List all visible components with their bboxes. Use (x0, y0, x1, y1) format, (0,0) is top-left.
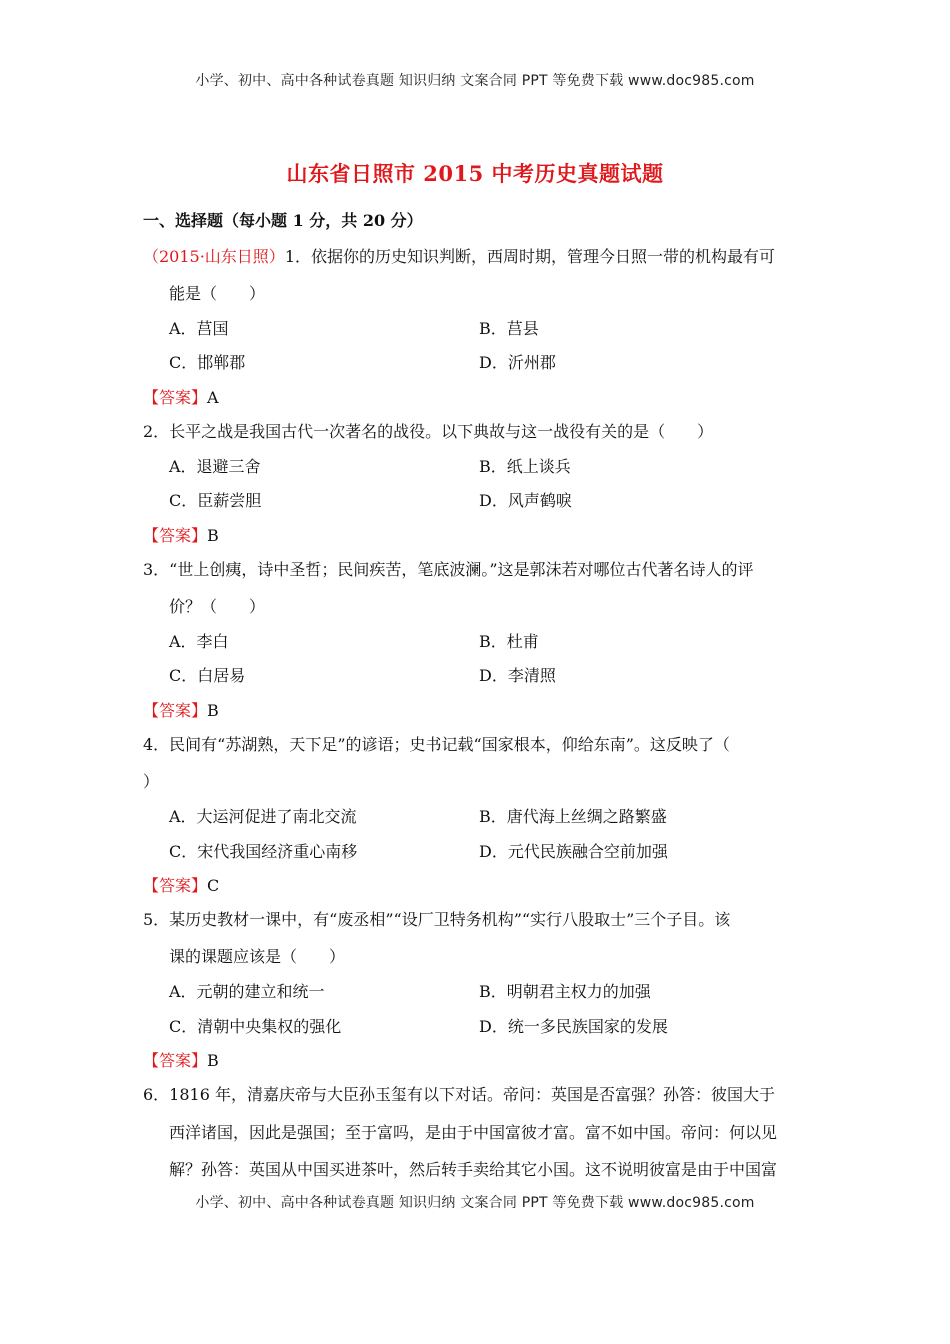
question-3-option-d: D．李清照 (479, 666, 556, 685)
question-2-option-c: C．臣薪尝胆 (169, 491, 262, 510)
question-5-text: 5．某历史教材一课中，有“废丞相”“设厂卫特务机构”“实行八股取士”三个子目。该 (143, 910, 731, 929)
question-1-option-d: D．沂州郡 (479, 353, 556, 372)
answer-value: B (207, 526, 219, 545)
question-6-text-cont-2: 解？孙答：英国从中国买进茶叶，然后转手卖给其它小国。这不说明彼富是由于中国富 (169, 1160, 778, 1179)
answer-tag: 【答案】 (143, 876, 208, 895)
section-heading: 一、选择题（每小题 1 分，共 20 分） (143, 211, 423, 230)
question-2-option-d: D．风声鹤唳 (479, 491, 572, 510)
question-4-option-a: A．大运河促进了南北交流 (169, 807, 357, 826)
question-4-option-d: D．元代民族融合空前加强 (479, 842, 668, 861)
exam-title: 山东省日照市 2015 中考历史真题试题 (286, 161, 664, 186)
question-5-text-cont: 课的课题应该是（ ） (169, 947, 346, 966)
question-1-option-a: A．莒国 (169, 319, 229, 338)
question-2-option-b: B．纸上谈兵 (479, 457, 571, 476)
answer-tag: 【答案】 (143, 1051, 208, 1070)
question-1 (143, 244, 775, 267)
question-2-answer (143, 523, 219, 546)
question-5-option-b: B．明朝君主权力的加强 (479, 982, 651, 1001)
question-3-option-c: C．白居易 (169, 666, 246, 685)
question-1-answer (143, 385, 219, 408)
answer-tag: 【答案】 (143, 388, 208, 407)
question-1-text-cont: 能是（ ） (169, 284, 266, 303)
question-2-option-a: A．退避三舍 (169, 457, 261, 476)
question-5-answer (143, 1048, 219, 1071)
question-3-answer (143, 698, 219, 721)
page-footer-banner: 小学、初中、高中各种试卷真题 知识归纳 文案合同 PPT 等免费下载 www.doc985.com (195, 1195, 755, 1211)
answer-value: C (207, 876, 220, 895)
answer-tag: 【答案】 (143, 526, 208, 545)
question-4-option-c: C．宋代我国经济重心南移 (169, 842, 358, 861)
question-source: （2015·山东日照） (143, 247, 285, 266)
question-3-option-b: B．杜甫 (479, 632, 539, 651)
question-4-option-b: B．唐代海上丝绸之路繁盛 (479, 807, 667, 826)
answer-tag: 【答案】 (143, 701, 208, 720)
question-3-text-cont: 价？（ ） (169, 597, 266, 616)
question-6-text: 6．1816 年，清嘉庆帝与大臣孙玉玺有以下对话。帝问：英国是否富强？孙答：彼国大于 (143, 1085, 775, 1104)
question-3-option-a: A．李白 (169, 632, 229, 651)
answer-value: A (207, 388, 219, 407)
answer-value: B (207, 1051, 219, 1070)
page-header-banner: 小学、初中、高中各种试卷真题 知识归纳 文案合同 PPT 等免费下载 www.doc985.com (195, 73, 755, 89)
question-4-answer (143, 873, 219, 896)
question-1-option-c: C．邯郸郡 (169, 353, 246, 372)
question-1-option-b: B．莒县 (479, 319, 539, 338)
question-4-text-cont: ） (143, 772, 160, 791)
question-2-text: 2．长平之战是我国古代一次著名的战役。以下典故与这一战役有关的是（ ） (143, 422, 714, 441)
question-5-option-c: C．清朝中央集权的强化 (169, 1017, 342, 1036)
question-4-text: 4．民间有“苏湖熟，天下足”的谚语；史书记载“国家根本，仰给东南”。这反映了（ (143, 735, 730, 754)
question-6-text-cont-1: 西洋诸国，因此是强国；至于富吗，是由于中国富彼才富。富不如中国。帝问：何以见 (169, 1123, 778, 1142)
question-1-text: 1．依据你的历史知识判断，西周时期，管理今日照一带的机构最有可 (284, 247, 775, 266)
question-5-option-d: D．统一多民族国家的发展 (479, 1017, 668, 1036)
question-3-text: 3．“世上创痍，诗中圣哲；民间疾苦，笔底波澜。”这是郭沫若对哪位古代著名诗人的评 (143, 560, 754, 579)
answer-value: B (207, 701, 219, 720)
question-5-option-a: A．元朝的建立和统一 (169, 982, 325, 1001)
